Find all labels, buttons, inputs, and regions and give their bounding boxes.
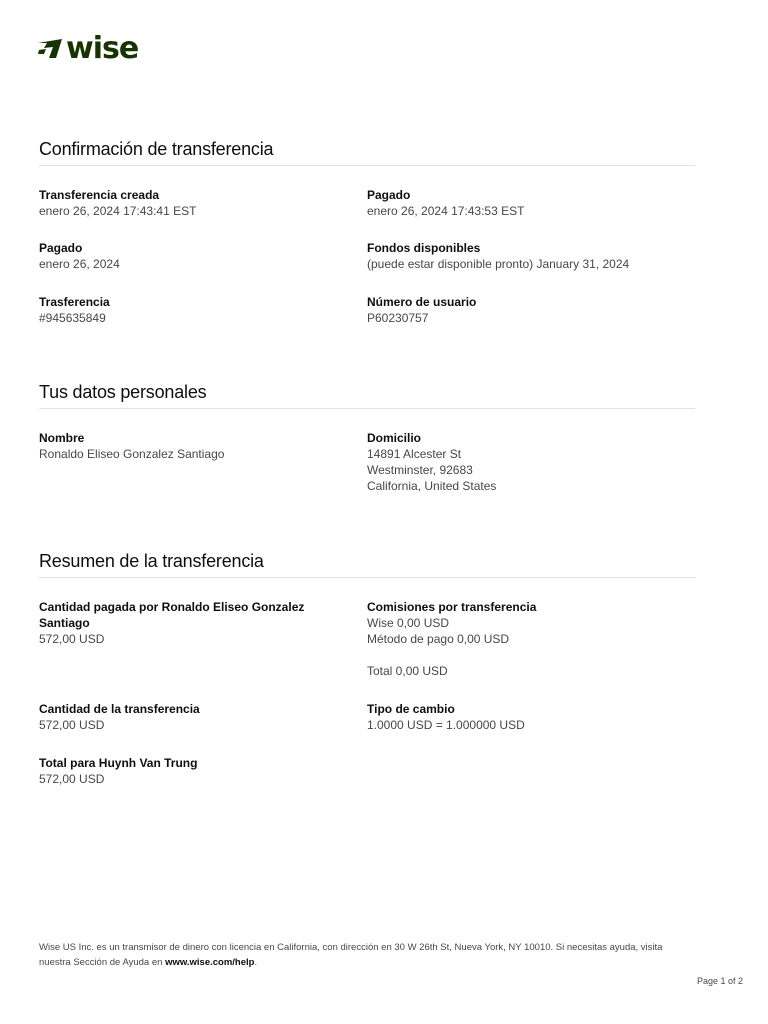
field-label: Cantidad de la transferencia: [39, 702, 200, 716]
wise-flag-icon: [38, 38, 64, 60]
field-value: 572,00 USD: [39, 718, 105, 732]
field-exchange-rate: [367, 701, 667, 733]
wise-logo-wordmark: wise: [66, 31, 139, 66]
field-paid-at: [367, 187, 667, 219]
field-value: #945635849: [39, 311, 106, 325]
field-amount-paid: [39, 599, 319, 647]
address-line: Westminster, 92683: [367, 463, 473, 477]
field-total-recipient: [39, 755, 339, 787]
field-fees: [367, 599, 667, 679]
field-label: Fondos disponibles: [367, 241, 481, 255]
field-transfer-amount: [39, 701, 339, 733]
field-transfer-id: [39, 294, 339, 326]
divider: [39, 577, 695, 578]
field-label: Pagado: [367, 188, 411, 202]
field-label: Nombre: [39, 431, 85, 445]
footer-text: Wise US Inc. es un transmisor de dinero con licencia en California, con dirección en 30 W 26th St, Nueva York, NY 10010. Si necesitas ayuda, visita nuestra Sección de Ayuda en: [39, 942, 663, 968]
field-value: enero 26, 2024: [39, 257, 120, 271]
fee-line: Método de pago 0,00 USD: [367, 632, 510, 646]
field-value: (puede estar disponible pronto) January 31, 2024: [367, 257, 630, 271]
field-value: 572,00 USD: [39, 632, 105, 646]
field-value: enero 26, 2024 17:43:53 EST: [367, 204, 525, 218]
wise-logo: [38, 31, 139, 66]
field-label: Número de usuario: [367, 295, 477, 309]
field-value: P60230757: [367, 311, 429, 325]
address-line: California, United States: [367, 479, 497, 493]
field-value: enero 26, 2024 17:43:41 EST: [39, 204, 197, 218]
footer-end: .: [254, 957, 258, 968]
field-user-number: [367, 294, 667, 326]
field-paid: [39, 240, 339, 272]
section-title-personal: Tus datos personales: [39, 382, 207, 402]
field-transfer-created: [39, 187, 339, 219]
footer-legal-text: [39, 940, 689, 970]
fee-total: Total 0,00 USD: [367, 664, 448, 678]
section-title-summary: Resumen de la transferencia: [39, 551, 264, 571]
field-label: Transferencia creada: [39, 188, 160, 202]
divider: [39, 408, 695, 409]
divider: [39, 165, 695, 166]
field-label: Pagado: [39, 241, 83, 255]
help-link[interactable]: www.wise.com/help: [165, 957, 255, 968]
field-label: Comisiones por transferencia: [367, 600, 537, 614]
field-value: 572,00 USD: [39, 772, 105, 786]
field-name: [39, 430, 339, 462]
page-number: Page 1 of 2: [696, 976, 743, 986]
field-value: Ronaldo Eliseo Gonzalez Santiago: [39, 447, 225, 461]
field-label: Total para Huynh Van Trung: [39, 756, 198, 770]
section-title-confirmation: Confirmación de transferencia: [39, 139, 274, 159]
field-value: 1.0000 USD = 1.000000 USD: [367, 718, 525, 732]
field-label: Trasferencia: [39, 295, 110, 309]
address-line: 14891 Alcester St: [367, 447, 462, 461]
field-address: [367, 430, 667, 494]
fee-line: Wise 0,00 USD: [367, 616, 450, 630]
field-funds-available: [367, 240, 697, 272]
field-label: Cantidad pagada por Ronaldo Eliseo Gonzalez Santiago: [39, 600, 305, 630]
field-label: Tipo de cambio: [367, 702, 455, 716]
field-label: Domicilio: [367, 431, 422, 445]
